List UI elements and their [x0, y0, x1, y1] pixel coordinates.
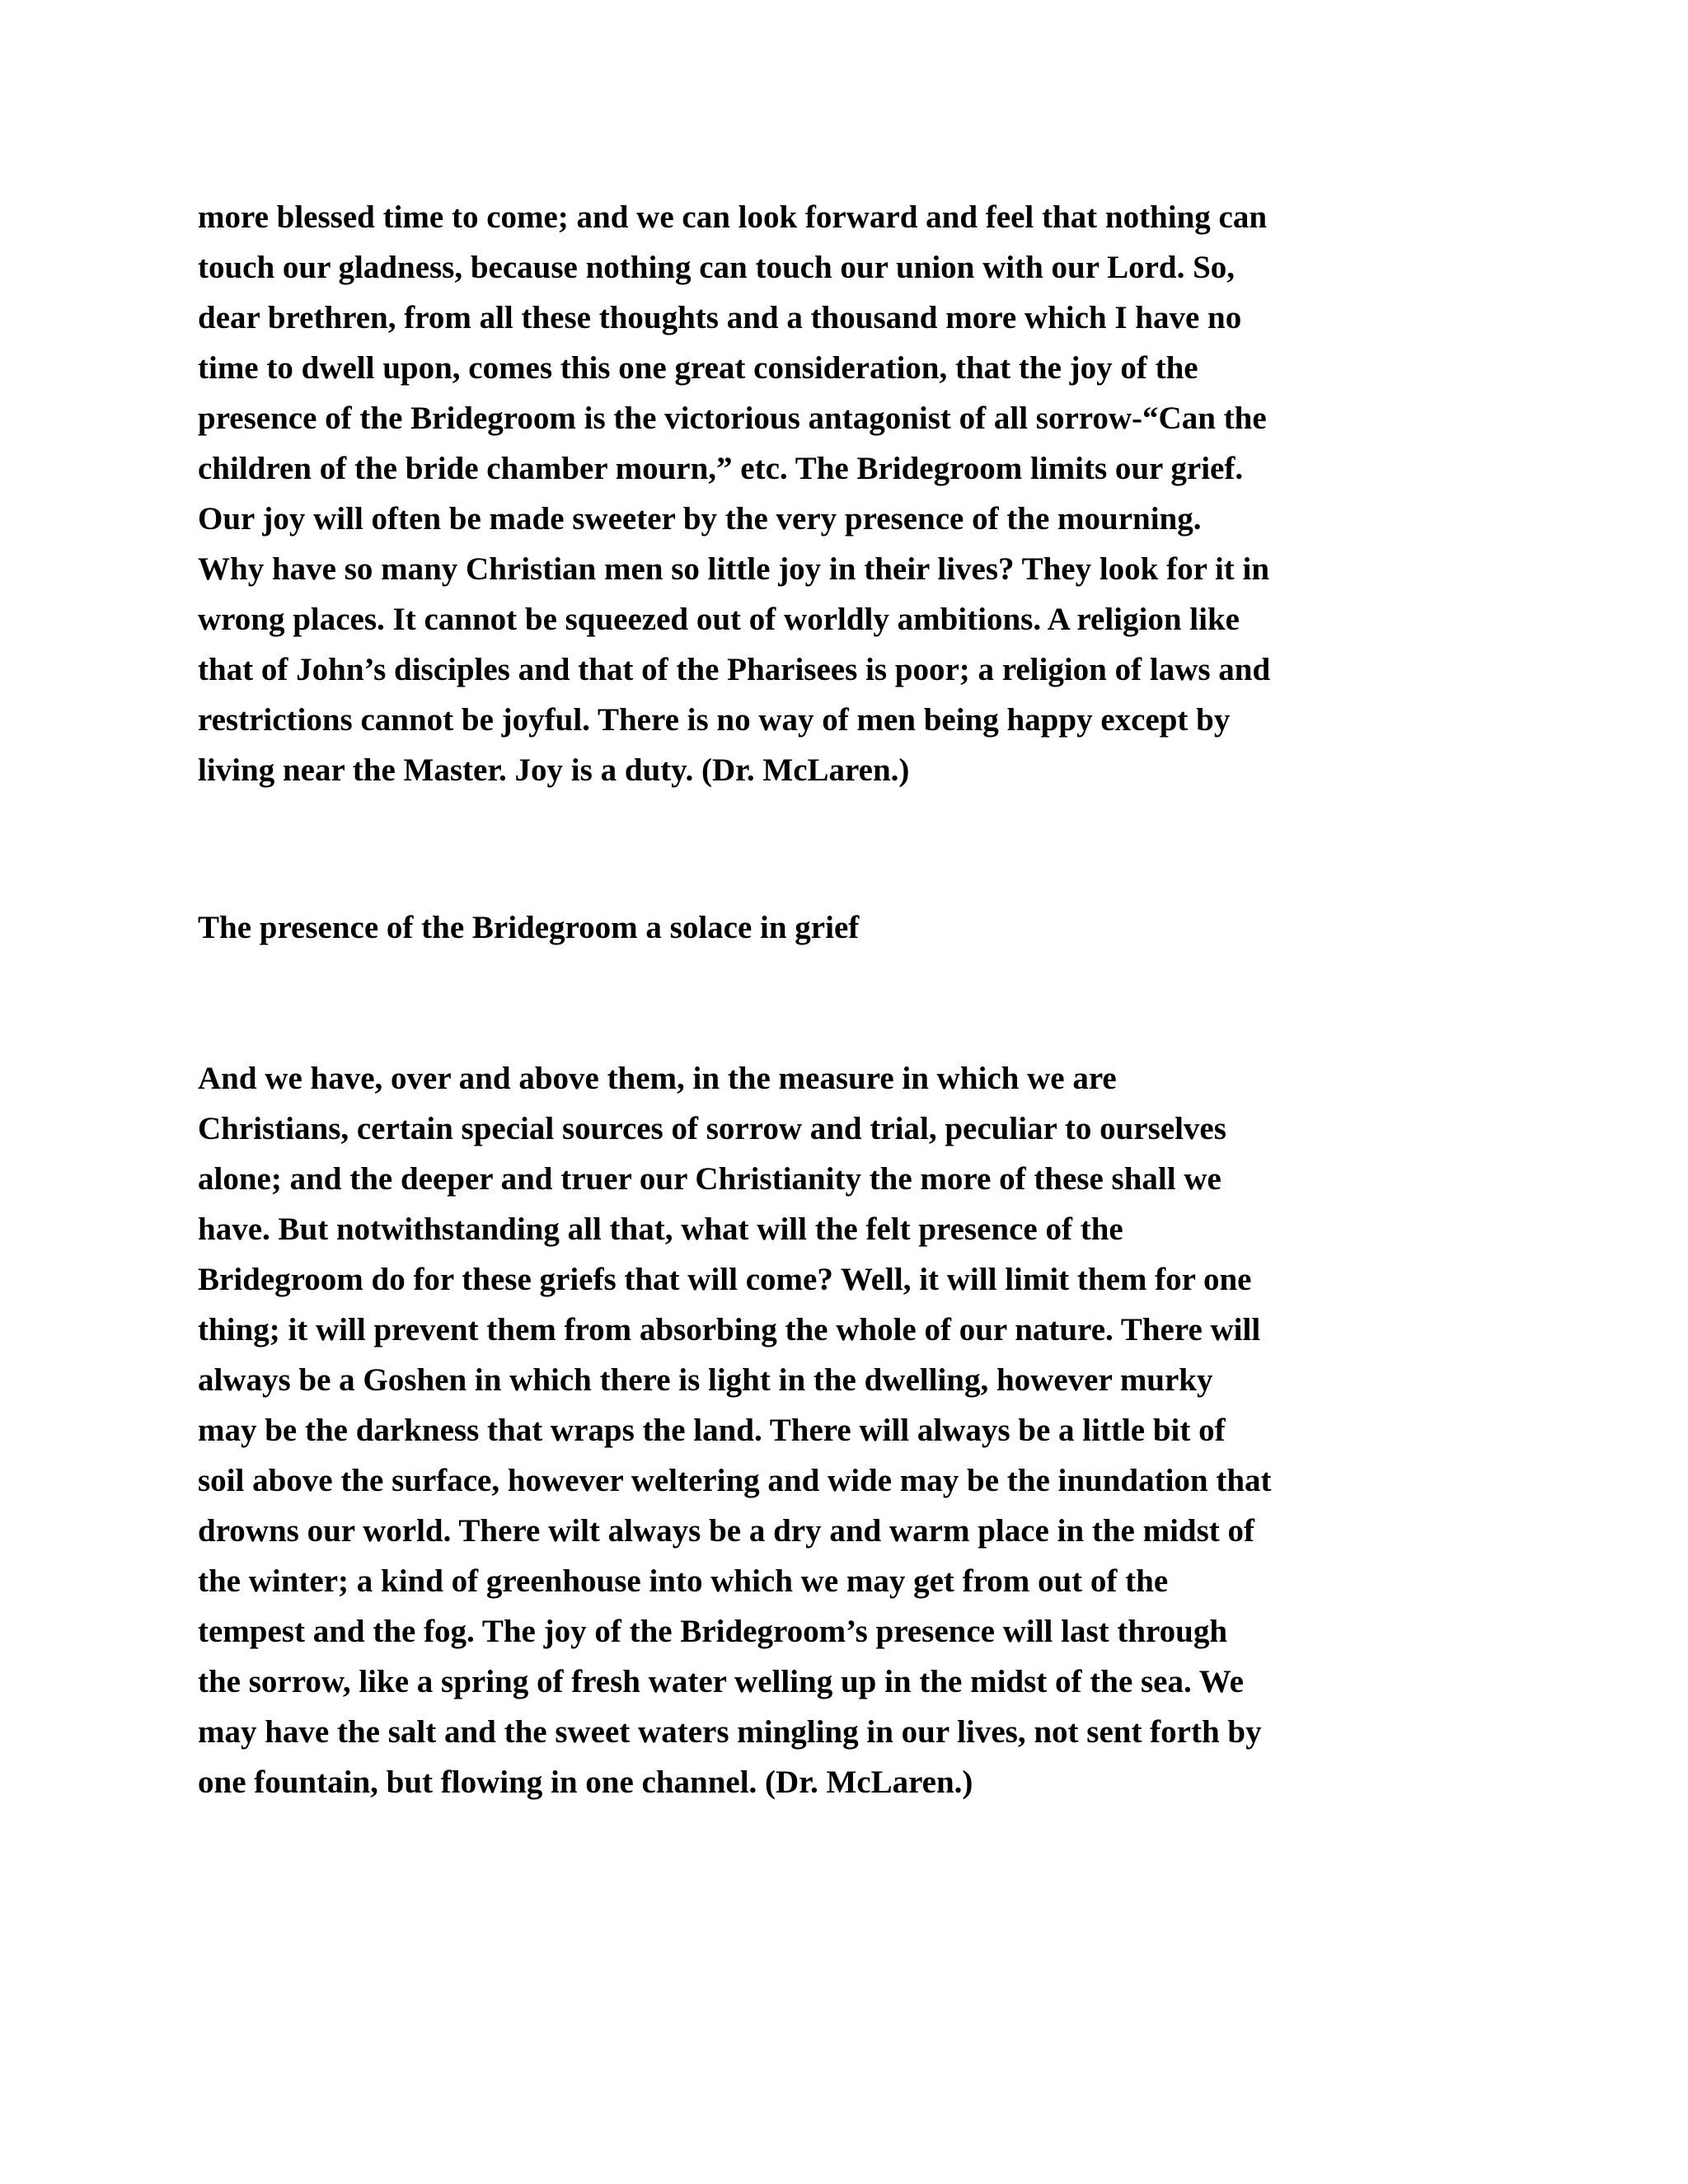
paragraph-line: Bridegroom do for these griefs that will come? Well, it will limit them for one: [198, 1262, 1252, 1297]
paragraph-line: may have the salt and the sweet waters mingling in our lives, not sent forth by: [198, 1714, 1262, 1750]
paragraph-line: one fountain, but flowing in one channel. (Dr. McLaren.): [198, 1765, 973, 1800]
paragraph-line: Why have so many Christian men so little joy in their lives? They look for it in: [198, 551, 1270, 587]
paragraph-line: soil above the surface, however weltering and wide may be the inundation that: [198, 1463, 1272, 1498]
paragraph-line: that of John’s disciples and that of the Pharisees is poor; a religion of laws and: [198, 652, 1271, 687]
paragraph-line: the sorrow, like a spring of fresh water welling up in the midst of the sea. We: [198, 1664, 1244, 1699]
paragraph-line: alone; and the deeper and truer our Christianity the more of these shall we: [198, 1161, 1221, 1197]
paragraph-line: touch our gladness, because nothing can touch our union with our Lord. So,: [198, 250, 1236, 285]
paragraph-line: And we have, over and above them, in the measure in which we are: [198, 1061, 1117, 1096]
paragraph-line: presence of the Bridegroom is the victorious antagonist of all sorrow-“Can the: [198, 401, 1267, 436]
paragraph-line: the winter; a kind of greenhouse into which we may get from out of the: [198, 1563, 1169, 1599]
section-heading-block: [198, 902, 1484, 953]
paragraph-line: drowns our world. There wilt always be a dry and warm place in the midst of: [198, 1513, 1255, 1549]
paragraph-2: [198, 1053, 1484, 1807]
paragraph-line: tempest and the fog. The joy of the Bridegroom’s presence will last through: [198, 1614, 1228, 1649]
paragraph-line: Our joy will often be made sweeter by the very presence of the mourning.: [198, 501, 1202, 537]
paragraph-line: time to dwell upon, comes this one great consideration, that the joy of the: [198, 350, 1198, 386]
paragraph-1: [198, 192, 1484, 795]
paragraph-line: have. But notwithstanding all that, what will the felt presence of the: [198, 1212, 1123, 1247]
paragraph-line: thing; it will prevent them from absorbing the whole of our nature. There will: [198, 1312, 1261, 1347]
paragraph-line: more blessed time to come; and we can look forward and feel that nothing can: [198, 199, 1268, 235]
paragraph-line: children of the bride chamber mourn,” etc. The Bridegroom limits our grief.: [198, 451, 1244, 486]
paragraph-line: Christians, certain special sources of sorrow and trial, peculiar to ourselves: [198, 1111, 1226, 1146]
section-heading: The presence of the Bridegroom a solace in grief: [198, 910, 860, 945]
paragraph-line: always be a Goshen in which there is light in the dwelling, however murky: [198, 1362, 1213, 1398]
paragraph-line: restrictions cannot be joyful. There is no way of men being happy except by: [198, 702, 1231, 738]
paragraph-line: living near the Master. Joy is a duty. (Dr. McLaren.): [198, 752, 910, 788]
paragraph-line: may be the darkness that wraps the land. There will always be a little bit of: [198, 1413, 1226, 1448]
paragraph-line: dear brethren, from all these thoughts and a thousand more which I have no: [198, 300, 1242, 335]
paragraph-line: wrong places. It cannot be squeezed out of worldly ambitions. A religion like: [198, 602, 1240, 637]
